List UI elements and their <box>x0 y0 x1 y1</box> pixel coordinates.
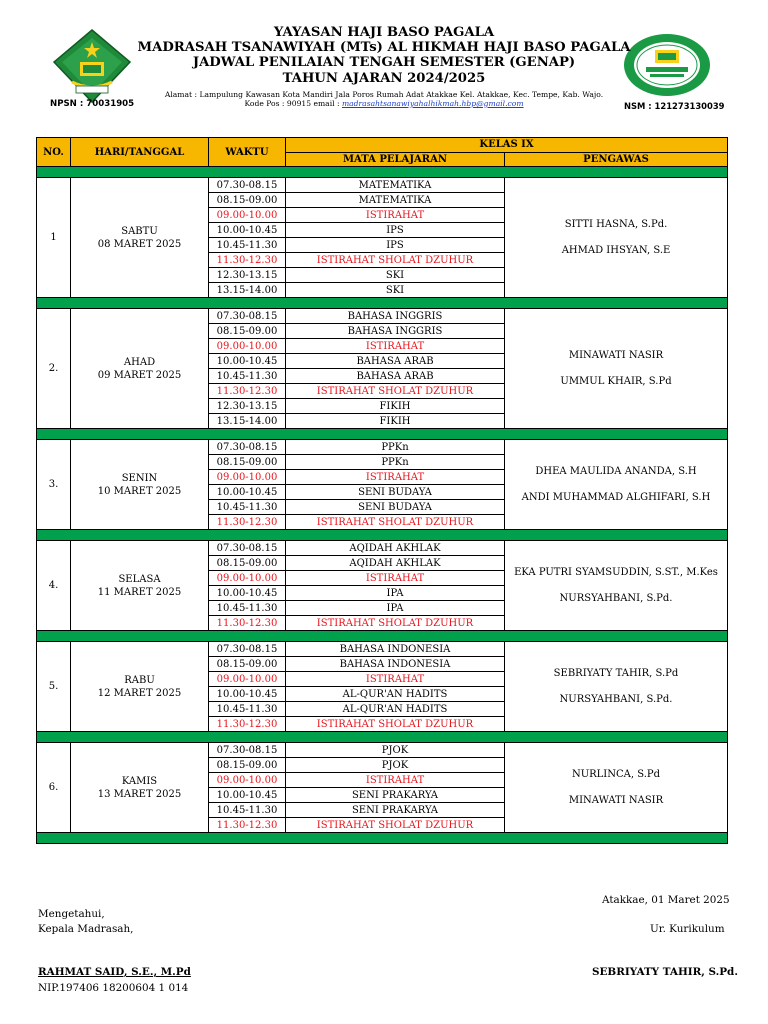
time-slot: 10.00-10.45 <box>209 788 286 803</box>
schedule-row <box>37 541 728 556</box>
subject-name: PPKn <box>286 455 505 470</box>
header-class: KELAS IX <box>286 138 728 153</box>
separator-row <box>37 631 728 642</box>
day-date-cell <box>71 178 209 298</box>
separator-bar <box>37 833 728 844</box>
time-slot: 09.00-10.00 <box>209 571 286 586</box>
subject-name: SENI PRAKARYA <box>286 788 505 803</box>
time-slot: 13.15-14.00 <box>209 283 286 298</box>
exam-date: 11 MARET 2025 <box>97 586 182 598</box>
subject-name: BAHASA INGGRIS <box>286 324 505 339</box>
supervisors-cell <box>505 178 728 298</box>
exam-date: 08 MARET 2025 <box>97 238 182 250</box>
subject-name: SKI <box>286 283 505 298</box>
day-date-cell <box>71 642 209 732</box>
subject-name: IPS <box>286 223 505 238</box>
time-slot: 10.45-11.30 <box>209 702 286 717</box>
time-slot: 08.15-09.00 <box>209 193 286 208</box>
separator-bar <box>37 530 728 541</box>
subject-name: BAHASA ARAB <box>286 354 505 369</box>
separator-bar <box>37 631 728 642</box>
day-name: AHAD <box>123 356 156 368</box>
day-number: 1 <box>37 178 71 298</box>
email-link[interactable]: madrasahtsanawiyahalhikmah.hbp@gmail.com <box>341 99 524 108</box>
supervisors-cell <box>505 541 728 631</box>
exam-schedule-table <box>36 137 728 844</box>
break-label: ISTIRAHAT SHOLAT DZUHUR <box>286 818 505 833</box>
time-slot: 12.30-13.15 <box>209 268 286 283</box>
subject-name: SKI <box>286 268 505 283</box>
separator-bar <box>37 167 728 178</box>
break-label: ISTIRAHAT <box>286 470 505 485</box>
header-supervisor: PENGAWAS <box>505 152 728 167</box>
time-slot: 10.00-10.45 <box>209 223 286 238</box>
time-slot: 11.30-12.30 <box>209 717 286 732</box>
day-date-cell <box>71 743 209 833</box>
curriculum-name: SEBRIYATY TAHIR, S.Pd. <box>592 966 738 978</box>
subject-name: BAHASA INDONESIA <box>286 657 505 672</box>
curriculum-title: Ur. Kurikulum <box>650 923 725 935</box>
time-slot: 10.00-10.45 <box>209 485 286 500</box>
nsm-number: NSM : 121273130039 <box>624 101 725 111</box>
time-slot: 07.30-08.15 <box>209 440 286 455</box>
supervisor-name: DHEA MAULIDA ANANDA, S.H <box>535 465 697 477</box>
time-slot: 09.00-10.00 <box>209 672 286 687</box>
subject-name: SENI PRAKARYA <box>286 803 505 818</box>
time-slot: 08.15-09.00 <box>209 556 286 571</box>
break-label: ISTIRAHAT SHOLAT DZUHUR <box>286 253 505 268</box>
supervisor-name: UMMUL KHAIR, S.Pd <box>560 375 672 387</box>
npsn-number: NPSN : 70031905 <box>50 99 135 109</box>
time-slot: 08.15-09.00 <box>209 657 286 672</box>
separator-row <box>37 298 728 309</box>
school-name: MADRASAH TSANAWIYAH (MTs) AL HIKMAH HAJI BASO PAGALA <box>137 40 631 55</box>
principal-title: Kepala Madrasah, <box>38 923 134 935</box>
break-label: ISTIRAHAT <box>286 571 505 586</box>
foundation-name: YAYASAN HAJI BASO PAGALA <box>273 25 495 40</box>
break-label: ISTIRAHAT SHOLAT DZUHUR <box>286 515 505 530</box>
time-slot: 10.45-11.30 <box>209 803 286 818</box>
postal-and-email <box>150 99 618 108</box>
subject-name: SENI BUDAYA <box>286 485 505 500</box>
time-slot: 08.15-09.00 <box>209 758 286 773</box>
principal-name: RAHMAT SAID, S.E., M.Pd <box>38 966 191 978</box>
principal-nip: NIP.197406 18200604 1 014 <box>38 982 189 994</box>
time-slot: 13.15-14.00 <box>209 414 286 429</box>
subject-name: FIKIH <box>286 414 505 429</box>
subject-name: MATEMATIKA <box>286 193 505 208</box>
supervisor-name: NURSYAHBANI, S.Pd. <box>559 592 673 604</box>
supervisor-name: AHMAD IHSYAN, S.E <box>561 244 671 256</box>
academic-year: TAHUN AJARAN 2024/2025 <box>282 71 486 86</box>
separator-row <box>37 429 728 440</box>
break-label: ISTIRAHAT <box>286 773 505 788</box>
time-slot: 10.00-10.45 <box>209 586 286 601</box>
time-slot: 11.30-12.30 <box>209 253 286 268</box>
exam-date: 13 MARET 2025 <box>97 788 182 800</box>
day-date-cell <box>71 541 209 631</box>
separator-row <box>37 167 728 178</box>
time-slot: 10.00-10.45 <box>209 354 286 369</box>
separator-bar <box>37 429 728 440</box>
schedule-body <box>37 167 728 844</box>
day-number: 4. <box>37 541 71 631</box>
separator-bar <box>37 732 728 743</box>
day-name: KAMIS <box>121 775 158 787</box>
supervisor-name: NURLINCA, S.Pd <box>571 768 661 780</box>
separator-row <box>37 732 728 743</box>
day-name: SELASA <box>118 573 161 585</box>
day-number: 3. <box>37 440 71 530</box>
day-number: 2. <box>37 309 71 429</box>
exam-date: 09 MARET 2025 <box>97 369 182 381</box>
time-slot: 07.30-08.15 <box>209 743 286 758</box>
time-slot: 09.00-10.00 <box>209 208 286 223</box>
day-date-cell <box>71 309 209 429</box>
supervisors-cell <box>505 642 728 732</box>
subject-name: BAHASA INGGRIS <box>286 309 505 324</box>
time-slot: 10.45-11.30 <box>209 500 286 515</box>
break-label: ISTIRAHAT SHOLAT DZUHUR <box>286 616 505 631</box>
break-label: ISTIRAHAT <box>286 208 505 223</box>
supervisor-name: ANDI MUHAMMAD ALGHIFARI, S.H <box>521 491 711 503</box>
supervisors-cell <box>505 309 728 429</box>
subject-name: AQIDAH AKHLAK <box>286 556 505 571</box>
subject-name: PJOK <box>286 758 505 773</box>
subject-name: IPA <box>286 586 505 601</box>
supervisor-name: EKA PUTRI SYAMSUDDIN, S.ST., M.Kes <box>514 566 718 578</box>
time-slot: 08.15-09.00 <box>209 324 286 339</box>
subject-name: PPKn <box>286 440 505 455</box>
subject-name: AL-QUR'AN HADITS <box>286 687 505 702</box>
supervisor-name: NURSYAHBANI, S.Pd. <box>559 693 673 705</box>
day-number: 6. <box>37 743 71 833</box>
time-slot: 11.30-12.30 <box>209 616 286 631</box>
schedule-row <box>37 309 728 324</box>
time-slot: 07.30-08.15 <box>209 309 286 324</box>
subject-name: IPA <box>286 601 505 616</box>
time-slot: 07.30-08.15 <box>209 541 286 556</box>
subject-name: SENI BUDAYA <box>286 500 505 515</box>
separator-bar <box>37 298 728 309</box>
header-no: NO. <box>37 138 71 167</box>
day-name: RABU <box>124 674 155 686</box>
subject-name: FIKIH <box>286 399 505 414</box>
subject-name: BAHASA INDONESIA <box>286 642 505 657</box>
time-slot: 12.30-13.15 <box>209 399 286 414</box>
supervisors-cell <box>505 743 728 833</box>
acknowledged-label: Mengetahui, <box>38 908 105 920</box>
signing-place-date: Atakkae, 01 Maret 2025 <box>602 894 730 906</box>
time-slot: 08.15-09.00 <box>209 455 286 470</box>
schedule-row <box>37 178 728 193</box>
subject-name: AQIDAH AKHLAK <box>286 541 505 556</box>
break-label: ISTIRAHAT SHOLAT DZUHUR <box>286 717 505 732</box>
exam-date: 10 MARET 2025 <box>97 485 182 497</box>
supervisor-name: MINAWATI NASIR <box>568 349 664 361</box>
time-slot: 09.00-10.00 <box>209 339 286 354</box>
day-name: SENIN <box>121 472 158 484</box>
supervisor-name: MINAWATI NASIR <box>568 794 664 806</box>
separator-row <box>37 833 728 844</box>
time-slot: 07.30-08.15 <box>209 178 286 193</box>
break-label: ISTIRAHAT SHOLAT DZUHUR <box>286 384 505 399</box>
subject-name: IPS <box>286 238 505 253</box>
header-subject: MATA PELAJARAN <box>286 152 505 167</box>
time-slot: 10.45-11.30 <box>209 601 286 616</box>
time-slot: 11.30-12.30 <box>209 818 286 833</box>
time-slot: 11.30-12.30 <box>209 515 286 530</box>
school-address: Alamat : Lampulung Kawasan Kota Mandiri Jala Poros Rumah Adat Atakkae Kel. Atakkae, Kec. Tempe, Kab. Wajo. <box>164 90 604 99</box>
time-slot: 11.30-12.30 <box>209 384 286 399</box>
document-title: JADWAL PENILAIAN TENGAH SEMESTER (GENAP) <box>192 55 576 70</box>
supervisor-name: SITTI HASNA, S.Pd. <box>564 218 668 230</box>
time-slot: 10.45-11.30 <box>209 238 286 253</box>
subject-name: PJOK <box>286 743 505 758</box>
subject-name: AL-QUR'AN HADITS <box>286 702 505 717</box>
time-slot: 10.00-10.45 <box>209 687 286 702</box>
time-slot: 09.00-10.00 <box>209 773 286 788</box>
day-name: SABTU <box>121 225 158 237</box>
exam-date: 12 MARET 2025 <box>97 687 182 699</box>
header-day-date: HARI/TANGGAL <box>71 138 209 167</box>
subject-name: MATEMATIKA <box>286 178 505 193</box>
break-label: ISTIRAHAT <box>286 339 505 354</box>
subject-name: BAHASA ARAB <box>286 369 505 384</box>
schedule-row <box>37 743 728 758</box>
break-label: ISTIRAHAT <box>286 672 505 687</box>
time-slot: 10.45-11.30 <box>209 369 286 384</box>
schedule-row <box>37 440 728 455</box>
time-slot: 07.30-08.15 <box>209 642 286 657</box>
postal-code: Kode Pos : 90915 email : <box>244 99 342 108</box>
separator-row <box>37 530 728 541</box>
time-slot: 09.00-10.00 <box>209 470 286 485</box>
day-date-cell <box>71 440 209 530</box>
header-time: WAKTU <box>209 138 286 167</box>
supervisor-name: SEBRIYATY TAHIR, S.Pd <box>553 667 679 679</box>
schedule-row <box>37 642 728 657</box>
supervisors-cell <box>505 440 728 530</box>
day-number: 5. <box>37 642 71 732</box>
